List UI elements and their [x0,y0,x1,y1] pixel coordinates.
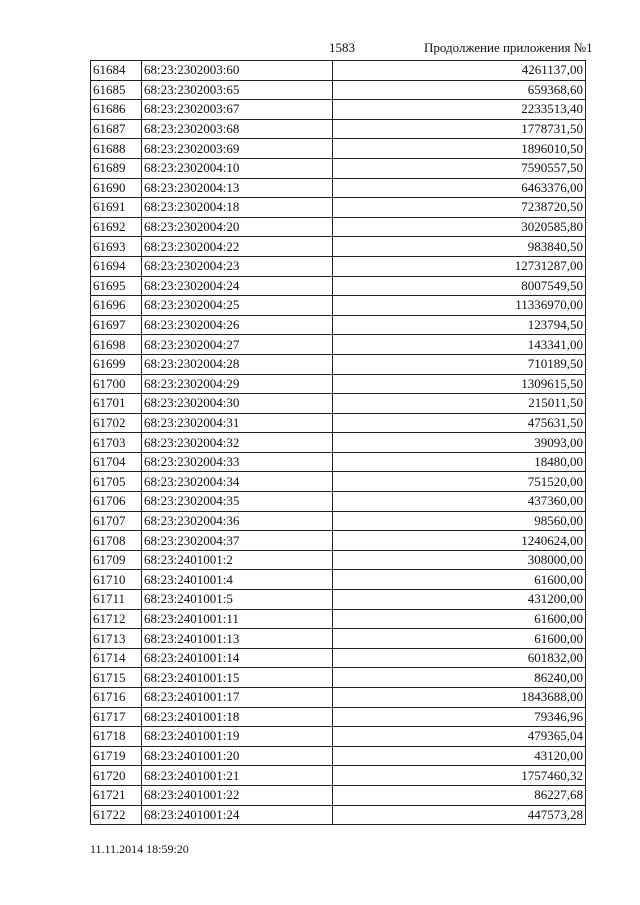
cadastral-value-cell: 431200,00 [333,590,586,610]
row-number-cell: 61697 [91,315,142,335]
cadastral-value-cell: 1843688,00 [333,688,586,708]
row-number-cell: 61694 [91,256,142,276]
row-number-cell: 61714 [91,648,142,668]
table-row [91,237,586,257]
row-number-cell: 61719 [91,746,142,766]
row-number-cell: 61715 [91,668,142,688]
table-row [91,139,586,159]
cadastral-value-cell: 308000,00 [333,550,586,570]
cadastral-number-cell: 68:23:2401001:13 [142,629,333,649]
cadastral-number-cell: 68:23:2401001:5 [142,590,333,610]
table-row [91,61,586,81]
cadastral-number-cell: 68:23:2302004:27 [142,335,333,355]
cadastral-value-cell: 1309615,50 [333,374,586,394]
row-number-cell: 61692 [91,217,142,237]
cadastral-value-cell: 18480,00 [333,452,586,472]
cadastral-number-cell: 68:23:2302004:33 [142,452,333,472]
table-row [91,766,586,786]
row-number-cell: 61710 [91,570,142,590]
table-row [91,550,586,570]
cadastral-number-cell: 68:23:2302003:67 [142,100,333,120]
cadastral-number-cell: 68:23:2302004:29 [142,374,333,394]
cadastral-number-cell: 68:23:2302004:30 [142,394,333,414]
cadastral-number-cell: 68:23:2302004:13 [142,178,333,198]
table-row [91,452,586,472]
cadastral-number-cell: 68:23:2302004:20 [142,217,333,237]
table-row [91,413,586,433]
cadastral-number-cell: 68:23:2302004:22 [142,237,333,257]
row-number-cell: 61717 [91,707,142,727]
table-row [91,315,586,335]
cadastral-value-cell: 8007549,50 [333,276,586,296]
table-row [91,158,586,178]
table-row [91,394,586,414]
cadastral-value-cell: 39093,00 [333,433,586,453]
table-row [91,590,586,610]
table-row [91,178,586,198]
table-row [91,354,586,374]
row-number-cell: 61698 [91,335,142,355]
table-row [91,707,586,727]
cadastral-number-cell: 68:23:2302004:35 [142,492,333,512]
cadastral-value-cell: 2233513,40 [333,100,586,120]
row-number-cell: 61701 [91,394,142,414]
cadastral-value-cell: 11336970,00 [333,296,586,316]
cadastral-number-cell: 68:23:2401001:17 [142,688,333,708]
table-row [91,472,586,492]
cadastral-value-cell: 98560,00 [333,511,586,531]
cadastral-value-cell: 43120,00 [333,746,586,766]
cadastral-value-cell: 7238720,50 [333,198,586,218]
row-number-cell: 61711 [91,590,142,610]
table-row [91,785,586,805]
table-row [91,198,586,218]
cadastral-value-cell: 3020585,80 [333,217,586,237]
cadastral-number-cell: 68:23:2302003:65 [142,80,333,100]
cadastral-number-cell: 68:23:2302004:26 [142,315,333,335]
cadastral-value-cell: 61600,00 [333,570,586,590]
table-row [91,335,586,355]
row-number-cell: 61722 [91,805,142,825]
cadastral-number-cell: 68:23:2302004:32 [142,433,333,453]
cadastral-number-cell: 68:23:2302004:28 [142,354,333,374]
cadastral-value-cell: 215011,50 [333,394,586,414]
row-number-cell: 61685 [91,80,142,100]
cadastral-number-cell: 68:23:2302004:31 [142,413,333,433]
cadastral-value-cell: 751520,00 [333,472,586,492]
row-number-cell: 61688 [91,139,142,159]
cadastral-value-cell: 659368,60 [333,80,586,100]
cadastral-value-cell: 61600,00 [333,609,586,629]
row-number-cell: 61689 [91,158,142,178]
row-number-cell: 61708 [91,531,142,551]
table-body [91,61,586,825]
cadastral-value-cell: 1240624,00 [333,531,586,551]
cadastral-value-cell: 1757460,32 [333,766,586,786]
table-row [91,609,586,629]
cadastral-number-cell: 68:23:2302003:60 [142,61,333,81]
row-number-cell: 61696 [91,296,142,316]
page-number: 1583 [329,40,355,55]
row-number-cell: 61690 [91,178,142,198]
cadastral-number-cell: 68:23:2302004:34 [142,472,333,492]
table-row [91,433,586,453]
cadastral-number-cell: 68:23:2401001:14 [142,648,333,668]
cadastral-number-cell: 68:23:2401001:22 [142,785,333,805]
cadastral-number-cell: 68:23:2401001:15 [142,668,333,688]
cadastral-value-cell: 479365,04 [333,727,586,747]
cadastral-number-cell: 68:23:2401001:11 [142,609,333,629]
table-row [91,570,586,590]
table-row [91,531,586,551]
row-number-cell: 61716 [91,688,142,708]
cadastral-value-cell: 710189,50 [333,354,586,374]
table-row [91,727,586,747]
cadastral-value-cell: 447573,28 [333,805,586,825]
row-number-cell: 61707 [91,511,142,531]
row-number-cell: 61706 [91,492,142,512]
row-number-cell: 61712 [91,609,142,629]
row-number-cell: 61705 [91,472,142,492]
cadastral-number-cell: 68:23:2401001:2 [142,550,333,570]
row-number-cell: 61713 [91,629,142,649]
table-row [91,276,586,296]
cadastral-value-cell: 7590557,50 [333,158,586,178]
row-number-cell: 61693 [91,237,142,257]
page-caption: Продолжение приложения №1 [424,40,593,55]
table-row [91,296,586,316]
table-row [91,511,586,531]
cadastral-number-cell: 68:23:2401001:24 [142,805,333,825]
row-number-cell: 61699 [91,354,142,374]
row-number-cell: 61721 [91,785,142,805]
table-row [91,805,586,825]
cadastral-value-cell: 1896010,50 [333,139,586,159]
cadastral-value-cell: 601832,00 [333,648,586,668]
cadastral-number-cell: 68:23:2302004:18 [142,198,333,218]
cadastral-value-cell: 1778731,50 [333,119,586,139]
row-number-cell: 61691 [91,198,142,218]
row-number-cell: 61704 [91,452,142,472]
cadastral-value-cell: 12731287,00 [333,256,586,276]
cadastral-number-cell: 68:23:2401001:21 [142,766,333,786]
table-row [91,374,586,394]
table-row [91,256,586,276]
cadastral-number-cell: 68:23:2401001:18 [142,707,333,727]
cadastral-value-table [90,60,586,825]
cadastral-value-cell: 79346,96 [333,707,586,727]
cadastral-number-cell: 68:23:2401001:19 [142,727,333,747]
table-row [91,100,586,120]
cadastral-number-cell: 68:23:2302004:37 [142,531,333,551]
cadastral-number-cell: 68:23:2302004:36 [142,511,333,531]
row-number-cell: 61687 [91,119,142,139]
cadastral-value-cell: 61600,00 [333,629,586,649]
print-timestamp: 11.11.2014 18:59:20 [90,842,189,856]
cadastral-value-cell: 143341,00 [333,335,586,355]
row-number-cell: 61709 [91,550,142,570]
row-number-cell: 61686 [91,100,142,120]
cadastral-number-cell: 68:23:2401001:20 [142,746,333,766]
table-row [91,746,586,766]
cadastral-number-cell: 68:23:2302004:24 [142,276,333,296]
cadastral-value-cell: 4261137,00 [333,61,586,81]
cadastral-value-cell: 123794,50 [333,315,586,335]
table-row [91,119,586,139]
cadastral-number-cell: 68:23:2302004:23 [142,256,333,276]
table-row [91,629,586,649]
cadastral-number-cell: 68:23:2302004:10 [142,158,333,178]
cadastral-value-cell: 6463376,00 [333,178,586,198]
cadastral-number-cell: 68:23:2401001:4 [142,570,333,590]
cadastral-value-cell: 86227,68 [333,785,586,805]
table-row [91,648,586,668]
row-number-cell: 61684 [91,61,142,81]
cadastral-value-cell: 86240,00 [333,668,586,688]
table-row [91,668,586,688]
cadastral-number-cell: 68:23:2302003:69 [142,139,333,159]
table-row [91,492,586,512]
row-number-cell: 61700 [91,374,142,394]
cadastral-value-cell: 437360,00 [333,492,586,512]
table-row [91,688,586,708]
row-number-cell: 61720 [91,766,142,786]
cadastral-number-cell: 68:23:2302004:25 [142,296,333,316]
row-number-cell: 61718 [91,727,142,747]
row-number-cell: 61702 [91,413,142,433]
cadastral-value-cell: 475631,50 [333,413,586,433]
table-row [91,80,586,100]
row-number-cell: 61695 [91,276,142,296]
cadastral-value-cell: 983840,50 [333,237,586,257]
table-row [91,217,586,237]
row-number-cell: 61703 [91,433,142,453]
cadastral-number-cell: 68:23:2302003:68 [142,119,333,139]
